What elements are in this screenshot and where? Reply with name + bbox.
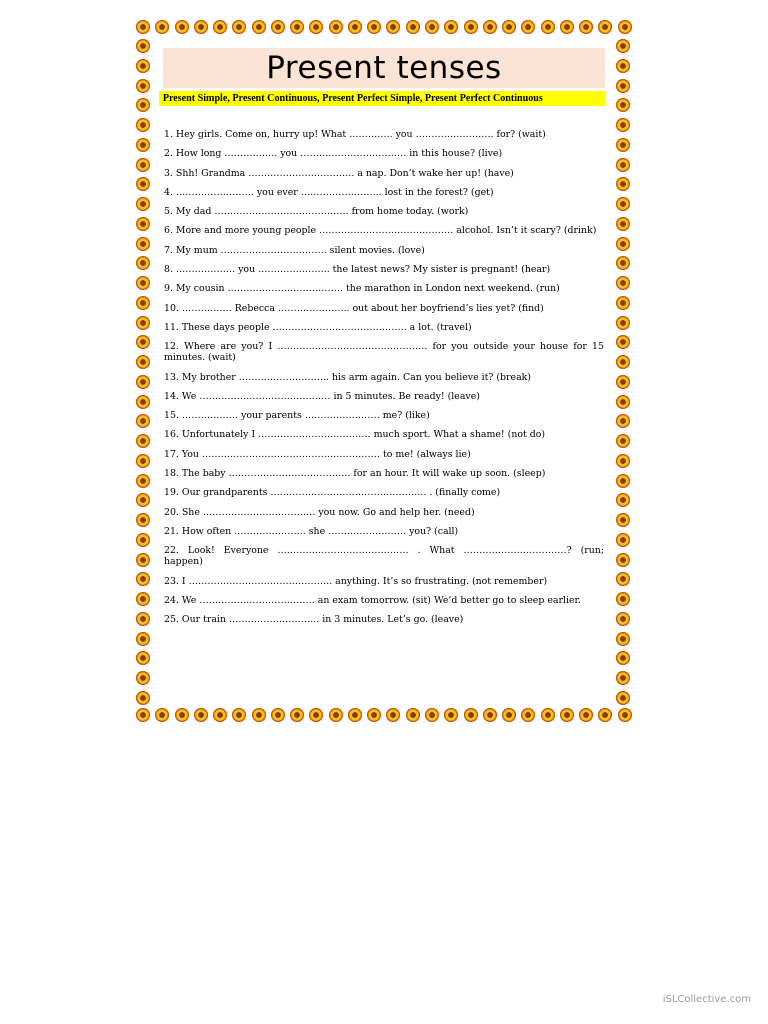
sunflower-icon bbox=[616, 414, 630, 428]
sunflower-icon bbox=[616, 316, 630, 330]
sunflower-icon bbox=[290, 708, 304, 722]
exercise-list bbox=[164, 129, 604, 633]
sunflower-icon bbox=[136, 276, 150, 290]
sunflower-icon bbox=[616, 691, 630, 705]
exercise-item: 18. The baby ………………………………… for an hour. It will wake up soon. (sleep) bbox=[164, 468, 546, 480]
sunflower-icon bbox=[598, 708, 612, 722]
sunflower-icon bbox=[175, 708, 189, 722]
sunflower-icon bbox=[155, 708, 169, 722]
sunflower-icon bbox=[560, 20, 574, 34]
sunflower-icon bbox=[136, 414, 150, 428]
sunflower-icon bbox=[136, 217, 150, 231]
sunflower-icon bbox=[616, 79, 630, 93]
sunflower-icon bbox=[464, 20, 478, 34]
exercise-item: 25. Our train ……………………….. in 3 minutes. Let’s go. (leave) bbox=[164, 614, 464, 626]
exercise-item: 23. I ………………………………………. anything. It’s so frustrating. (not remember) bbox=[164, 575, 548, 587]
sunflower-icon bbox=[348, 708, 362, 722]
sunflower-icon bbox=[367, 20, 381, 34]
sunflower-icon bbox=[386, 20, 400, 34]
sunflower-icon bbox=[136, 296, 150, 310]
sunflower-icon bbox=[616, 39, 630, 53]
sunflower-icon bbox=[155, 20, 169, 34]
watermark: iSLCollective.com bbox=[662, 994, 751, 1005]
sunflower-icon bbox=[136, 592, 150, 606]
sunflower-icon bbox=[136, 671, 150, 685]
sunflower-icon bbox=[271, 20, 285, 34]
sunflower-icon bbox=[136, 177, 150, 191]
sunflower-icon bbox=[616, 513, 630, 527]
exercise-item: 16. Unfortunately I ……………………………… much sport. What a shame! (not do) bbox=[164, 429, 546, 441]
exercise-item: 14. We …………………………………… in 5 minutes. Be ready! (leave) bbox=[164, 390, 480, 402]
exercise-item: 5. My dad ……………………………………. from home today. (work) bbox=[164, 206, 469, 218]
exercise-item: 4. ……………………. you ever …………………….. lost in the forest? (get) bbox=[164, 186, 494, 198]
sunflower-icon bbox=[616, 118, 630, 132]
sunflower-icon bbox=[579, 708, 593, 722]
sunflower-icon bbox=[348, 20, 362, 34]
sunflower-icon bbox=[521, 708, 535, 722]
sunflower-icon bbox=[560, 708, 574, 722]
exercise-item: 22. Look! Everyone …………………………………… . What ……………………………? (run; happen) bbox=[164, 545, 604, 568]
sunflower-icon bbox=[616, 671, 630, 685]
sunflower-icon bbox=[483, 20, 497, 34]
sunflower-icon bbox=[616, 158, 630, 172]
worksheet-subtitle: Present Simple, Present Continuous, Present Perfect Simple, Present Perfect Continuous bbox=[162, 93, 543, 104]
flower-border-left bbox=[136, 39, 152, 705]
exercise-item: 3. Shh! Grandma ……………………………. a nap. Don’t wake her up! (have) bbox=[164, 167, 514, 179]
sunflower-icon bbox=[616, 98, 630, 112]
sunflower-icon bbox=[136, 493, 150, 507]
sunflower-icon bbox=[136, 138, 150, 152]
worksheet-page bbox=[136, 20, 632, 724]
sunflower-icon bbox=[136, 533, 150, 547]
sunflower-icon bbox=[616, 474, 630, 488]
exercise-item: 11. These days people ……………………………………. a lot. (travel) bbox=[164, 321, 472, 333]
sunflower-icon bbox=[616, 395, 630, 409]
sunflower-icon bbox=[136, 256, 150, 270]
flower-border-right bbox=[616, 39, 632, 705]
sunflower-icon bbox=[444, 20, 458, 34]
sunflower-icon bbox=[136, 632, 150, 646]
sunflower-icon bbox=[213, 20, 227, 34]
exercise-item: 19. Our grandparents ………………………………………….. . (finally come) bbox=[164, 487, 501, 499]
sunflower-icon bbox=[483, 708, 497, 722]
sunflower-icon bbox=[502, 20, 516, 34]
sunflower-icon bbox=[616, 217, 630, 231]
sunflower-icon bbox=[618, 20, 632, 34]
exercise-item: 2. How long …………….. you ……………………………. in this house? (live) bbox=[164, 148, 503, 160]
sunflower-icon bbox=[616, 138, 630, 152]
sunflower-icon bbox=[290, 20, 304, 34]
sunflower-icon bbox=[616, 237, 630, 251]
sunflower-icon bbox=[616, 296, 630, 310]
sunflower-icon bbox=[136, 316, 150, 330]
sunflower-icon bbox=[616, 276, 630, 290]
exercise-item: 17. You ………………………………………………… to me! (always lie) bbox=[164, 448, 471, 460]
sunflower-icon bbox=[136, 553, 150, 567]
sunflower-icon bbox=[616, 59, 630, 73]
sunflower-icon bbox=[136, 572, 150, 586]
sunflower-icon bbox=[136, 39, 150, 53]
sunflower-icon bbox=[232, 20, 246, 34]
exercise-item: 6. More and more young people ……………………………………. alcohol. Isn’t it scary? (drink) bbox=[164, 225, 597, 237]
sunflower-icon bbox=[521, 20, 535, 34]
sunflower-icon bbox=[616, 256, 630, 270]
sunflower-icon bbox=[616, 493, 630, 507]
sunflower-icon bbox=[616, 434, 630, 448]
sunflower-icon bbox=[616, 197, 630, 211]
exercise-item: 20. She ……………………………… you now. Go and help her. (need) bbox=[164, 506, 475, 518]
sunflower-icon bbox=[136, 708, 150, 722]
sunflower-icon bbox=[136, 158, 150, 172]
exercise-item: 12. Where are you? I ………………………………………… for you outside your house for 15 minutes. (wait) bbox=[164, 341, 604, 364]
sunflower-icon bbox=[616, 533, 630, 547]
sunflower-icon bbox=[444, 708, 458, 722]
sunflower-icon bbox=[232, 708, 246, 722]
worksheet-title: Present tenses bbox=[266, 50, 502, 86]
sunflower-icon bbox=[616, 335, 630, 349]
sunflower-icon bbox=[136, 355, 150, 369]
sunflower-icon bbox=[136, 434, 150, 448]
sunflower-icon bbox=[367, 708, 381, 722]
exercise-item: 13. My brother ……………………….. his arm again. Can you believe it? (break) bbox=[164, 371, 532, 383]
sunflower-icon bbox=[425, 20, 439, 34]
sunflower-icon bbox=[136, 197, 150, 211]
sunflower-icon bbox=[616, 572, 630, 586]
exercise-item: 7. My mum ……………………………. silent movies. (love) bbox=[164, 244, 425, 256]
sunflower-icon bbox=[616, 375, 630, 389]
sunflower-icon bbox=[616, 355, 630, 369]
sunflower-icon bbox=[309, 708, 323, 722]
sunflower-icon bbox=[136, 59, 150, 73]
sunflower-icon bbox=[616, 632, 630, 646]
exercise-item: 21. How often ………………….. she ……………………. you? (call) bbox=[164, 525, 459, 537]
sunflower-icon bbox=[252, 20, 266, 34]
sunflower-icon bbox=[502, 708, 516, 722]
sunflower-icon bbox=[541, 708, 555, 722]
sunflower-icon bbox=[136, 691, 150, 705]
sunflower-icon bbox=[194, 708, 208, 722]
exercise-item: 10. ……………. Rebecca ………………….. out about her boyfriend’s lies yet? (find) bbox=[164, 302, 544, 314]
sunflower-icon bbox=[136, 513, 150, 527]
sunflower-icon bbox=[136, 118, 150, 132]
sunflower-icon bbox=[213, 708, 227, 722]
sunflower-icon bbox=[616, 651, 630, 665]
sunflower-icon bbox=[406, 20, 420, 34]
flower-border-top bbox=[136, 20, 632, 36]
sunflower-icon bbox=[136, 454, 150, 468]
exercise-item: 1. Hey girls. Come on, hurry up! What ………….. you ……………………. for? (wait) bbox=[164, 129, 546, 140]
sunflower-icon bbox=[618, 708, 632, 722]
sunflower-icon bbox=[425, 708, 439, 722]
sunflower-icon bbox=[616, 592, 630, 606]
sunflower-icon bbox=[136, 20, 150, 34]
sunflower-icon bbox=[136, 474, 150, 488]
flower-border-bottom bbox=[136, 708, 632, 724]
exercise-item: 8. ………………. you ………………….. the latest news? My sister is pregnant! (hear) bbox=[164, 264, 551, 276]
sunflower-icon bbox=[252, 708, 266, 722]
sunflower-icon bbox=[464, 708, 478, 722]
sunflower-icon bbox=[329, 708, 343, 722]
exercise-item: 24. We ………………………………. an exam tomorrow. (sit) We’d better go to sleep earlier. bbox=[164, 594, 581, 606]
title-banner bbox=[163, 48, 605, 88]
sunflower-icon bbox=[309, 20, 323, 34]
subtitle-highlight bbox=[159, 91, 605, 106]
sunflower-icon bbox=[136, 79, 150, 93]
sunflower-icon bbox=[136, 375, 150, 389]
sunflower-icon bbox=[386, 708, 400, 722]
sunflower-icon bbox=[136, 612, 150, 626]
sunflower-icon bbox=[136, 98, 150, 112]
sunflower-icon bbox=[616, 177, 630, 191]
sunflower-icon bbox=[406, 708, 420, 722]
sunflower-icon bbox=[598, 20, 612, 34]
sunflower-icon bbox=[541, 20, 555, 34]
sunflower-icon bbox=[136, 335, 150, 349]
sunflower-icon bbox=[271, 708, 285, 722]
sunflower-icon bbox=[175, 20, 189, 34]
sunflower-icon bbox=[616, 612, 630, 626]
exercise-item: 9. My cousin ………………………………. the marathon in London next weekend. (run) bbox=[164, 283, 560, 295]
sunflower-icon bbox=[616, 454, 630, 468]
sunflower-icon bbox=[194, 20, 208, 34]
sunflower-icon bbox=[136, 237, 150, 251]
sunflower-icon bbox=[616, 553, 630, 567]
sunflower-icon bbox=[136, 395, 150, 409]
sunflower-icon bbox=[579, 20, 593, 34]
sunflower-icon bbox=[136, 651, 150, 665]
sunflower-icon bbox=[329, 20, 343, 34]
exercise-item: 15. ……………… your parents …………………… me? (like) bbox=[164, 410, 430, 422]
